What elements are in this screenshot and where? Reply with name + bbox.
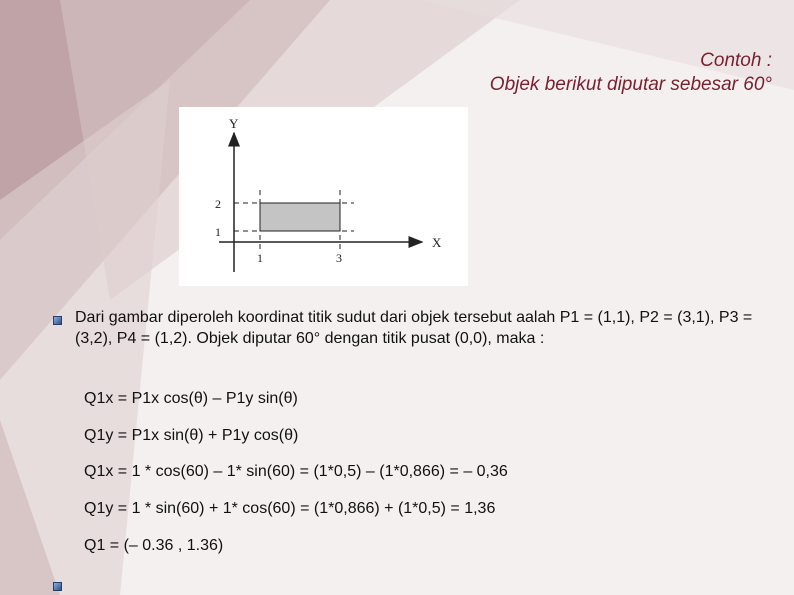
y-axis-label: Y	[229, 116, 239, 131]
equation-q1y-value: Q1y = 1 * sin(60) + 1* cos(60) = (1*0,866) + (1*0,5) = 1,36	[84, 500, 496, 517]
title-line-2: Objek berikut diputar sebesar 60°	[489, 74, 772, 95]
coordinate-figure	[179, 107, 468, 286]
bullet-icon-empty	[53, 582, 62, 591]
slide-title	[490, 49, 772, 97]
object-rectangle	[260, 203, 340, 231]
equation-q1y-formula: Q1y = P1x sin(θ) + P1y cos(θ)	[84, 427, 299, 444]
y-tick-1: 1	[215, 225, 221, 239]
body-paragraph: Dari gambar diperoleh koordinat titik sudut dari objek tersebut aalah P1 = (1,1), P2 = (3,1), P3 = (3,2), P4 = (1,2). Objek diputar 60° dengan titik pusat (0,0), maka :	[75, 309, 753, 347]
x-tick-1: 1	[257, 251, 263, 265]
equation-q1x-formula: Q1x = P1x cos(θ) – P1y sin(θ)	[84, 390, 298, 407]
x-axis-label: X	[432, 235, 442, 250]
equation-q1-result: Q1 = (– 0.36 , 1.36)	[84, 537, 224, 554]
title-line-1: Contoh :	[700, 50, 772, 71]
coordinate-diagram	[179, 107, 468, 286]
bullet-icon	[53, 316, 62, 325]
x-tick-3: 3	[336, 251, 342, 265]
equation-q1x-value: Q1x = 1 * cos(60) – 1* sin(60) = (1*0,5) – (1*0,866) = – 0,36	[84, 463, 508, 480]
y-tick-2: 2	[215, 197, 221, 211]
